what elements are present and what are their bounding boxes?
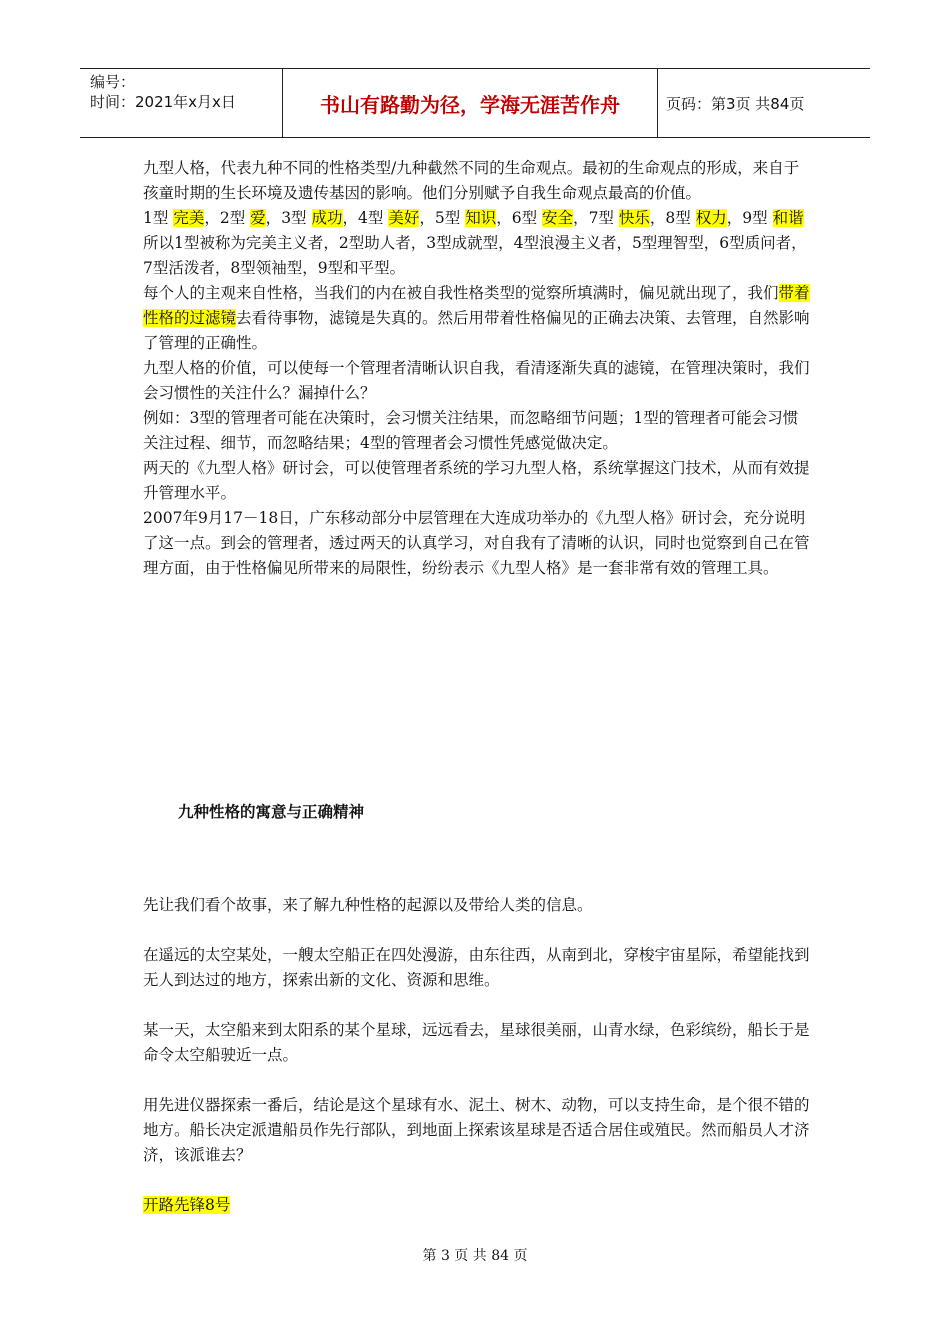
page-footer: 第 3 页 共 84 页 — [422, 1248, 528, 1264]
story-paragraph: 用先进仪器探索一番后，结论是这个星球有水、泥土、树木、动物，可以支持生命，是个很不错的地方。船长决定派遣船员作先行部队，到地面上探索该星球是否适合居住或殖民。然而船员人才济济，该派谁去？ — [143, 1096, 810, 1164]
filter-paragraph — [143, 281, 811, 356]
document-number-label: 编号： — [90, 73, 136, 91]
filter-text-start: 每个人的主观来自性格，当我们的内在被自我性格类型的觉察所填满时，偏见就出现了，我们 — [143, 284, 779, 302]
page-header — [80, 68, 870, 138]
type-label: 2型 — [219, 209, 246, 227]
type-values-list: 1型 完美，2型 爱，3型 成功，4型 美好，5型 知识，6型 安全，7型 快乐，8型 权力，9型 和谐 — [143, 209, 804, 227]
type-names-paragraph: 所以1型被称为完美主义者，2型助人者，3型成就型，4型浪漫主义者，5型理智型，6型质问者，7型活泼者，8型领袖型，9型和平型。 — [143, 234, 807, 277]
type-value: 成功 — [311, 209, 343, 227]
type-value: 爱 — [250, 209, 266, 227]
pioneer-highlight: 开路先锋8号 — [143, 1196, 231, 1214]
type-label: 9型 — [742, 209, 768, 227]
type-value: 和谐 — [772, 209, 804, 227]
header-page-info: 页码：第3页 共84页 — [666, 94, 805, 113]
type-value: 知识 — [465, 209, 497, 227]
example-paragraph: 例如：3型的管理者可能在决策时，会习惯关注结果，而忽略细节问题；1型的管理者可能会习惯关注过程、细节，而忽略结果；4型的管理者会习惯性凭感觉做决定。 — [143, 409, 799, 452]
story-paragraph: 在遥远的太空某处，一艘太空船正在四处漫游，由东往西，从南到北，穿梭宇宙星际，希望能找到无人到达过的地方，探索出新的文化、资源和思维。 — [143, 946, 810, 989]
story-paragraph: 某一天，太空船来到太阳系的某个星球，远远看去，星球很美丽，山青水绿，色彩缤纷，船长于是命令太空船驶近一点。 — [143, 1021, 810, 1064]
filter-highlight: 带着性格的过滤镜 — [143, 284, 810, 327]
type-label: 3型 — [281, 209, 307, 227]
type-label: 7型 — [588, 209, 614, 227]
story-subheading — [143, 1193, 811, 1218]
type-value: 权力 — [695, 209, 727, 227]
event-paragraph: 2007年9月17－18日，广东移动部分中层管理在大连成功举办的《九型人格》研讨会，充分说明了这一点。到会的管理者，透过两天的认真学习，对自我有了清晰的认识，同时也觉察到自己在管理方面，由于性格偏见所带来的局限性，纷纷表示《九型人格》是一套非常有效的管理工具。 — [143, 509, 810, 577]
value-paragraph: 九型人格的价值，可以使每一个管理者清晰认识自我，看清逐渐失真的滤镜，在管理决策时，我们会习惯性的关注什么？漏掉什么？ — [143, 359, 810, 402]
story-paragraph: 先让我们看个故事，来了解九种性格的起源以及带给人类的信息。 — [143, 896, 593, 914]
intro-section — [143, 156, 811, 581]
header-motto: 书山有路勤为径，学海无涯苦作舟 — [283, 69, 658, 137]
type-label: 1型 — [143, 209, 169, 227]
type-label: 8型 — [665, 209, 691, 227]
section-title: 九种性格的寓意与正确精神 — [178, 803, 365, 821]
intro-paragraph: 九型人格，代表九种不同的性格类型/九种截然不同的生命观点。最初的生命观点的形成，来自于孩童时期的生长环境及遗传基因的影响。他们分别赋予自我生命观点最高的价值。 — [143, 159, 800, 202]
seminar-paragraph: 两天的《九型人格》研讨会，可以使管理者系统的学习九型人格，系统掌握这门技术，从而有效提升管理水平。 — [143, 459, 810, 502]
type-value: 美好 — [388, 209, 420, 227]
type-label: 6型 — [511, 209, 538, 227]
type-value: 安全 — [542, 209, 574, 227]
filter-text-end: 去看待事物，滤镜是失真的。然后用带着性格偏见的正确去决策、去管理，自然影响了管理的正确性。 — [143, 309, 810, 352]
type-label: 4型 — [358, 209, 384, 227]
document-date-label: 时间：2021年x月x日 — [90, 93, 236, 111]
type-value: 快乐 — [618, 209, 650, 227]
header-meta-cell — [80, 69, 283, 137]
story-section — [143, 893, 811, 1243]
type-label: 5型 — [434, 209, 461, 227]
type-value: 完美 — [173, 209, 205, 227]
